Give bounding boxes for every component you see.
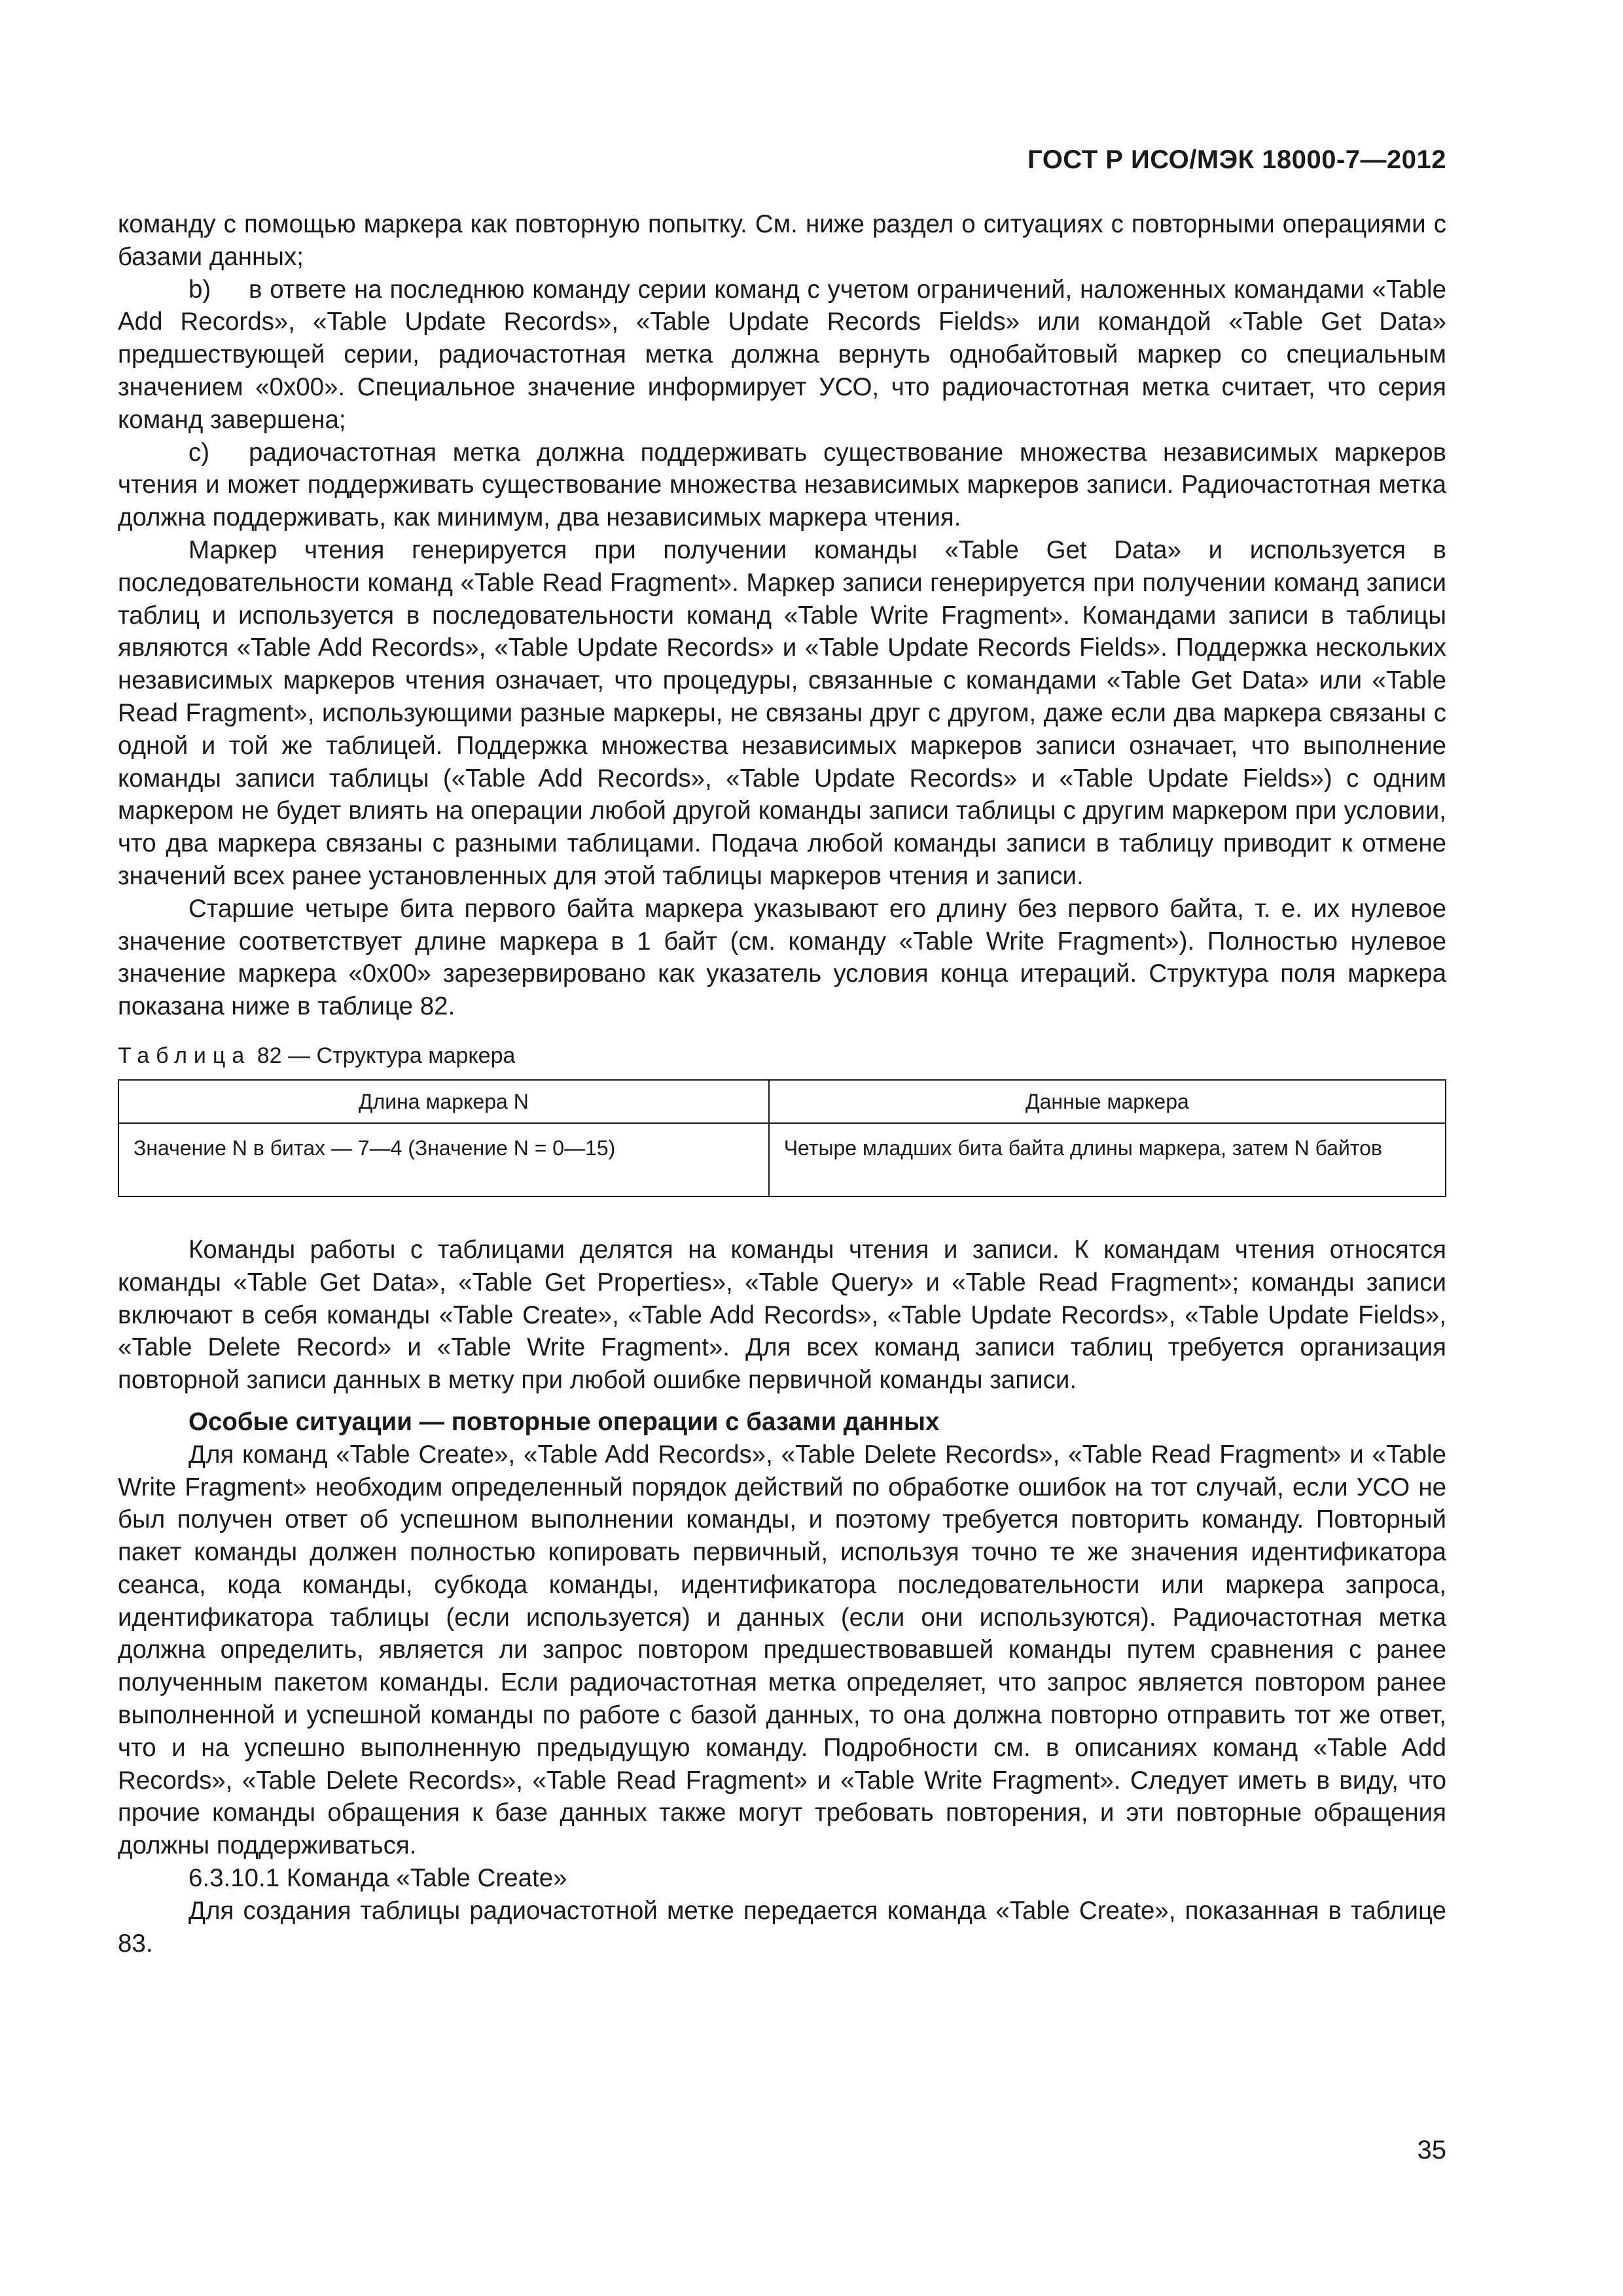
paragraph-repeat-operations: Для команд «Table Create», «Table Add Records», «Table Delete Records», «Table Read Fragment» и «Table Write Fragment» необходим определенный порядок действий по обработке ошибок на тот случай, если УСО не был получен ответ об успешном выполнении команды, и поэтому требуется повторить команду. Повторный пакет команды должен полностью копировать первичный, используя точно те же значения идентификатора сеанса, кода команды, субкода команды, идентификатора последовательности или маркера запроса, идентификатора таблицы (если используется) и данных (если они используются). Радиочастотная метка должна определить, является ли запрос повтором предшествовавшей команды путем сравнения с ранее полученным пакетом команды. Если радиочастотная метка определяет, что запрос является повтором ранее выполненной и успешной команды по работе с базой данных, то она должна повторно отправить тот же ответ, что и на успешно выполненную предыдущую команду. Подробности см. в описаниях команд «Table Add Records», «Table Delete Records», «Table Read Fragment» и «Table Write Fragment». Следует иметь в виду, что прочие команды обращения к базе данных также могут требовать повторения, и эти повторные обращения должны поддерживаться.	[118, 1440, 1446, 1860]
list-item-b	[118, 274, 1446, 437]
table-caption-text: 82 — Структура маркера	[251, 1043, 516, 1068]
list-item-b-text: в ответе на последнюю команду серии команд с учетом ограничений, наложенных командами «Table Add Records», «Table Update Records», «Table Update Records Fields» или командой «Table Get Data» предшествующей серии, радиочастотная метка должна вернуть однобайтовый маркер со специальным значением «0x00». Специальное значение информирует УСО, что радиочастотная метка считает, что серия команд завершена;	[118, 275, 1446, 434]
list-item-b-label: b)	[188, 275, 211, 304]
document-body	[118, 208, 1446, 1960]
table-header-cell: Длина маркера N	[118, 1080, 769, 1123]
section-subheading: Особые ситуации — повторные операции с базами данных	[188, 1407, 940, 1436]
list-item-c-text: радиочастотная метка должна поддерживать существование множества независимых маркеров чтения и может поддерживать существование множества независимых маркеров записи. Радиочастотная метка должна поддерживать, как минимум, два независимых маркера чтения.	[118, 438, 1446, 532]
paragraph-continuation: команду с помощью маркера как повторную попытку. См. ниже раздел о ситуациях с повторными операциями с базами данных;	[118, 210, 1446, 271]
list-item-c-label: c)	[188, 438, 210, 467]
table-cell: Четыре младших бита байта длины маркера, затем N байтов	[769, 1123, 1446, 1196]
section-heading-table-create: 6.3.10.1 Команда «Table Create»	[188, 1864, 567, 1893]
paragraph-marker-bits: Старшие четыре бита первого байта маркера указывают его длину без первого байта, т. е. их нулевое значение соответствует длине маркера в 1 байт (см. команду «Table Write Fragment»). Полностью нулевое значение маркера «0x00» зарезервировано как указатель условия конца итераций. Структура поля маркера показана ниже в таблице 82.	[118, 894, 1446, 1021]
page-number: 35	[1417, 2136, 1446, 2164]
table-caption-word: Таблица	[118, 1043, 251, 1068]
paragraph-table-create: Для создания таблицы радиочастотной метке передается команда «Table Create», показанная в таблице 83.	[118, 1896, 1446, 1958]
table-header-row	[118, 1080, 1446, 1123]
document-header: ГОСТ Р ИСО/МЭК 18000-7—2012	[1027, 145, 1446, 174]
table-cell: Значение N в битах — 7—4 (Значение N = 0—15)	[118, 1123, 769, 1196]
table-row	[118, 1123, 1446, 1196]
table-header-cell: Данные маркера	[769, 1080, 1446, 1123]
list-item-c	[118, 437, 1446, 534]
paragraph-table-commands: Команды работы с таблицами делятся на команды чтения и записи. К командам чтения относятся команды «Table Get Data», «Table Get Properties», «Table Query» и «Table Read Fragment»; команды записи включают в себя команды «Table Create», «Table Add Records», «Table Update Records», «Table Update Fields», «Table Delete Record» и «Table Write Fragment». Для всех команд записи таблиц требуется организация повторной записи данных в метку при любой ошибке первичной команды записи.	[118, 1235, 1446, 1395]
marker-structure-table	[118, 1079, 1446, 1197]
paragraph-markers: Маркер чтения генерируется при получении команды «Table Get Data» и используется в последовательности команд «Table Read Fragment». Маркер записи генерируется при получении команд записи таблиц и используется в последовательности команд «Table Write Fragment». Командами записи в таблицы являются «Table Add Records», «Table Update Records» и «Table Update Records Fields». Поддержка нескольких независимых маркеров чтения означает, что процедуры, связанные с командами «Table Get Data» или «Table Read Fragment», использующими разные маркеры, не связаны друг с другом, даже если два маркера связаны с одной и той же таблицей. Поддержка множества независимых маркеров записи означает, что выполнение команды записи таблицы («Table Add Records», «Table Update Records» и «Table Update Fields») с одним маркером не будет влиять на операции любой другой команды записи таблицы с другим маркером при условии, что два маркера связаны с разными таблицами. Подача любой команды записи в таблицу приводит к отмене значений всех ранее установленных для этой таблицы маркеров чтения и записи.	[118, 535, 1446, 890]
table-caption	[118, 1041, 1446, 1070]
